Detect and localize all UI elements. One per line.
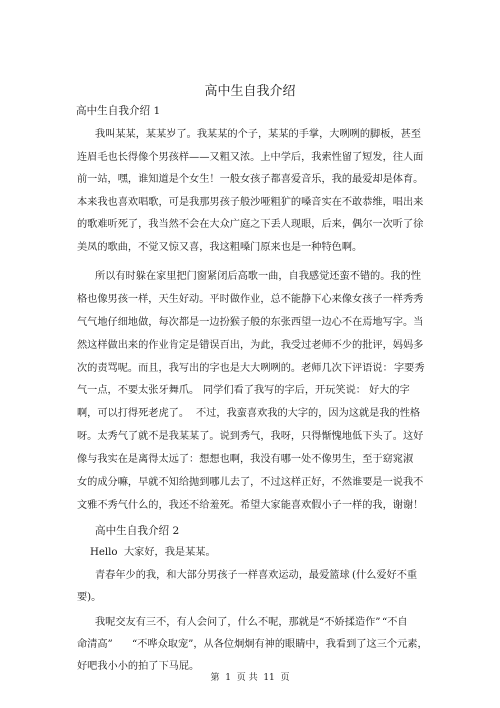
paragraph-line: 大家好，我是某某。 bbox=[124, 547, 216, 558]
footer-total-suffix: 页 bbox=[280, 673, 290, 683]
paragraph-fragment: 好大的字 bbox=[369, 385, 410, 396]
footer-total-number: 11 bbox=[263, 673, 275, 683]
paragraph-fragment: “不哗众取宠”，从各位炯炯有神的眼睛中，我看到了这三个元素， bbox=[132, 639, 428, 650]
paragraph-line: 呀。太秀气了就不是我某某了。说到秀气，我呀，只得惭愧地低下头了。这好 bbox=[77, 431, 424, 442]
paragraph-fragment: “不自 bbox=[382, 617, 408, 628]
paragraph-line: 文雅不秀气什么的，我还不给羞死。希望大家能喜欢假小子一样的我，谢谢！ bbox=[77, 500, 424, 511]
paragraph-line: 格也像男孩一样，天生好动。平时做作业，总不能静下心来像女孩子一样秀秀 bbox=[77, 294, 424, 305]
paragraph-line: 的歌难听死了，我当然不会在大众广庭之下丢人现眼，后来，偶尔一次听了徐 bbox=[77, 219, 424, 230]
footer-page-number: 1 bbox=[225, 673, 231, 683]
paragraph-fragment: 字要秀 bbox=[394, 363, 425, 374]
paragraph-fragment: 不过，我蛮喜欢我的大字的，因为这就是我的性格 bbox=[196, 408, 421, 419]
paragraph-line: 美凤的歌曲，不觉又惊又喜，我这粗嗓门原来也是一种特色啊。 bbox=[77, 242, 363, 253]
section-heading-2: 高中生自我介绍 2 bbox=[95, 525, 180, 537]
paragraph-line: 然这样做出来的作业肯定是错误百出，为此，我受过老师不少的批评，妈妈多 bbox=[77, 340, 424, 351]
paragraph-line: 好吧我小小的拍了下马屁。 bbox=[77, 661, 200, 672]
paragraph-line: 我叫某某，某某岁了。我某某的个子，某某的手掌，大咧咧的脚板，甚至 bbox=[95, 129, 421, 140]
paragraph-line: 次的责骂呢。而且，我写出的字也是大大咧咧的。老师几次下评语说： bbox=[77, 363, 393, 374]
page-footer bbox=[0, 670, 500, 683]
section-heading-1: 高中生自我介绍 1 bbox=[76, 105, 161, 117]
paragraph-line: 我呢交友有三不，有人会问了，什么不呢，那就是“不娇揉造作” bbox=[95, 617, 381, 628]
paragraph-line: 前一站，嘿，谁知道是个女生！一般女孩子都喜爱音乐，我的最爱却是体育。 bbox=[77, 174, 424, 185]
paragraph-line: 像与我实在是离得太远了：想想也啊，我没有哪一处不像男生，至于窈窕淑 bbox=[77, 454, 414, 465]
paragraph-fragment: Hello bbox=[90, 547, 118, 558]
footer-total-label: 页 共 bbox=[236, 673, 258, 683]
footer-page-label: 第 bbox=[210, 673, 220, 683]
paragraph-line: 命清高” bbox=[77, 639, 113, 650]
paragraph-line: 女的成分嘛，早就不知给抛到哪儿去了，不过这样正好，不然谁要是一说我不 bbox=[77, 477, 424, 488]
paragraph-line: 要)。 bbox=[77, 592, 102, 603]
paragraph-line: 本来我也喜欢唱歌，可是我那男孩子般沙哑粗犷的嗓音实在不敢恭维，唱出来 bbox=[77, 197, 424, 208]
paragraph-line: 气一点，不要太张牙舞爪。 bbox=[77, 385, 200, 396]
paragraph-line: 气气地仔细地做，每次都是一边扮猴子般的东张西望一边心不在焉地写字。当 bbox=[77, 317, 424, 328]
paragraph-line: 所以有时躲在家里把门窗紧闭后高歌一曲，自我感觉还蛮不错的。我的性 bbox=[95, 271, 421, 282]
paragraph-line: 连眉毛也长得像个男孩样——又粗又浓。上中学后，我索性留了短发，往人面 bbox=[77, 152, 424, 163]
paragraph-fragment: 同学们看了我写的字后，开玩笑说： bbox=[203, 385, 366, 396]
paragraph-fragment: (什么爱好不重 bbox=[352, 570, 418, 581]
paragraph-line: 青春年少的我，和大部分男孩子一样喜欢运动，最爱篮球 bbox=[95, 570, 350, 581]
document-title: 高中生自我介绍 bbox=[204, 84, 296, 99]
paragraph-line: 啊，可以打得死老虎了。 bbox=[77, 408, 190, 419]
